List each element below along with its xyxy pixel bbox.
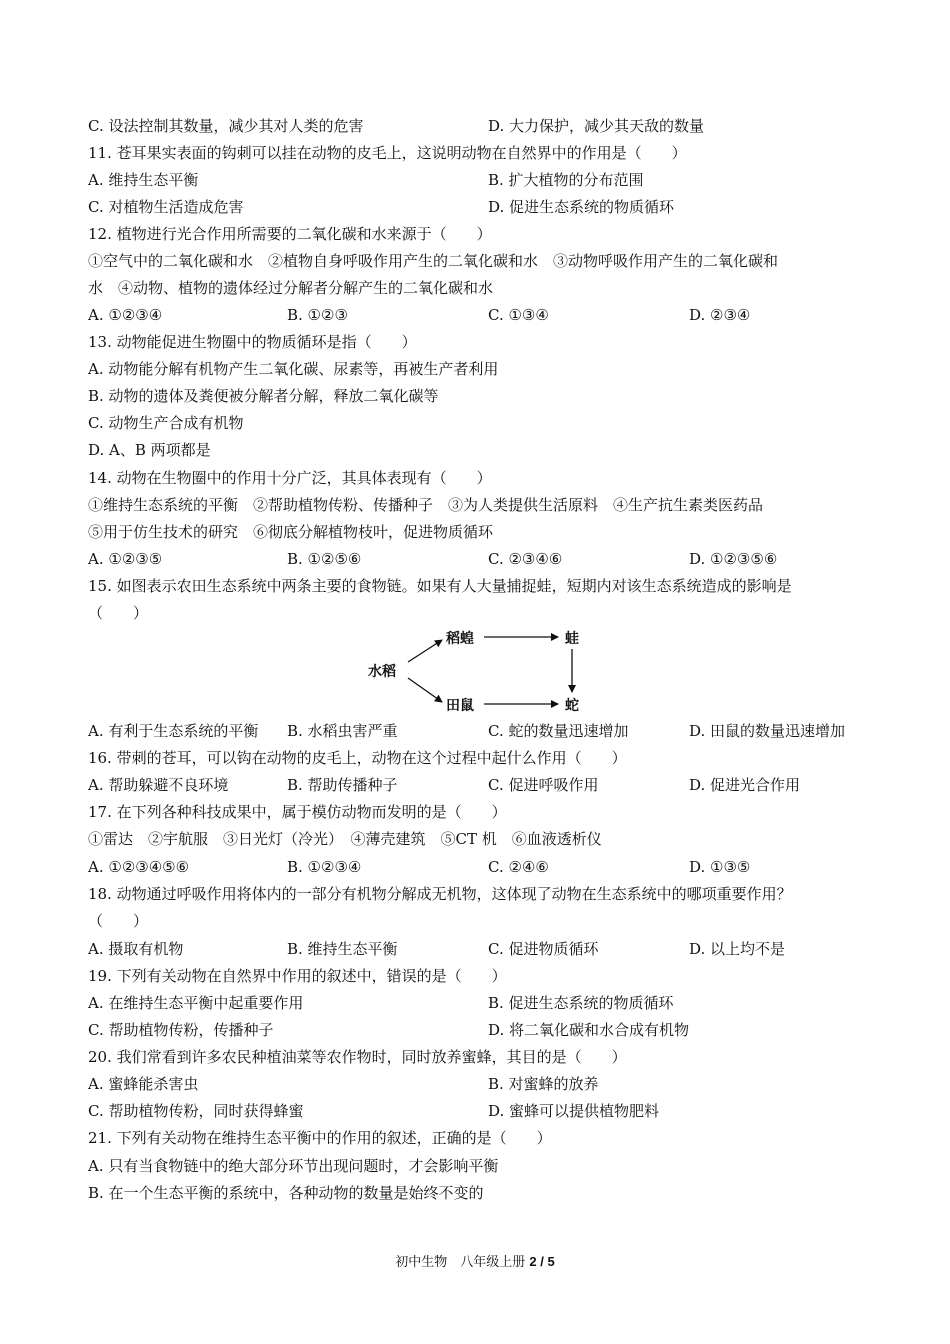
q11-option-c: C. 对植物生活造成危害 xyxy=(88,198,244,216)
q18-option-a: A. 摄取有机物 xyxy=(88,940,184,958)
q21-stem: 21. 下列有关动物在维持生态平衡中的作用的叙述，正确的是（ ） xyxy=(88,1129,552,1147)
q11-option-b: B. 扩大植物的分布范围 xyxy=(488,171,644,189)
q10-option-d: D. 大力保护，减少其天敌的数量 xyxy=(488,117,705,135)
q13-option-b: B. 动物的遗体及粪便被分解者分解，释放二氧化碳等 xyxy=(88,387,439,405)
q20-option-b: B. 对蜜蜂的放养 xyxy=(488,1075,599,1093)
q14-options xyxy=(88,550,878,568)
page-footer xyxy=(0,1251,950,1270)
q15-option-d: D. 田鼠的数量迅速增加 xyxy=(689,722,846,740)
node-snake: 蛇 xyxy=(565,698,579,714)
q12-stem: 12. 植物进行光合作用所需要的二氧化碳和水来源于（ ） xyxy=(88,225,492,243)
q20-options-ab xyxy=(88,1075,878,1093)
q17-statements: ①雷达 ②宇航服 ③日光灯（冷光） ④薄壳建筑 ⑤CT 机 ⑥血液透析仪 xyxy=(88,830,602,848)
q19-option-a: A. 在维持生态平衡中起重要作用 xyxy=(88,994,304,1012)
node-locust: 稻蝗 xyxy=(446,631,474,647)
q11-options-ab xyxy=(88,171,878,189)
node-rice: 水稻 xyxy=(368,664,396,680)
q17-option-a: A. ①②③④⑤⑥ xyxy=(88,858,190,876)
q18-option-b: B. 维持生态平衡 xyxy=(287,940,398,958)
q12-option-c: C. ①③④ xyxy=(488,306,549,324)
q14-option-b: B. ①②⑤⑥ xyxy=(287,550,362,568)
q20-option-a: A. 蜜蜂能杀害虫 xyxy=(88,1075,199,1093)
q11-options-cd xyxy=(88,198,878,216)
node-mouse: 田鼠 xyxy=(446,698,474,714)
q20-options-cd xyxy=(88,1102,878,1120)
q21-option-b: B. 在一个生态平衡的系统中，各种动物的数量是始终不变的 xyxy=(88,1184,484,1202)
q11-stem: 11. 苍耳果实表面的钩刺可以挂在动物的皮毛上，这说明动物在自然界中的作用是（ ） xyxy=(88,144,687,162)
q21-option-a: A. 只有当食物链中的绝大部分环节出现问题时，才会影响平衡 xyxy=(88,1157,499,1175)
q16-option-b: B. 帮助传播种子 xyxy=(287,776,398,794)
q15-option-c: C. 蛇的数量迅速增加 xyxy=(488,722,629,740)
q16-option-a: A. 帮助躲避不良环境 xyxy=(88,776,229,794)
q18-option-d: D. 以上均不是 xyxy=(689,940,786,958)
q13-stem: 13. 动物能促进生物圈中的物质循环是指（ ） xyxy=(88,333,417,351)
q15-option-a: A. 有利于生态系统的平衡 xyxy=(88,722,259,740)
q14-option-c: C. ②③④⑥ xyxy=(488,550,563,568)
q18-stem: 18. 动物通过呼吸作用将体内的一部分有机物分解成无机物，这体现了动物在生态系统中的哪项重要作用？ xyxy=(88,885,792,903)
q18-option-c: C. 促进物质循环 xyxy=(488,940,599,958)
q11-option-d: D. 促进生态系统的物质循环 xyxy=(488,198,675,216)
q19-option-c: C. 帮助植物传粉，传播种子 xyxy=(88,1021,274,1039)
q16-option-d: D. 促进光合作用 xyxy=(689,776,801,794)
q15-options xyxy=(88,722,878,740)
q12-statements-2: 水 ④动物、植物的遗体经过分解者分解产生的二氧化碳和水 xyxy=(88,279,494,297)
q17-option-d: D. ①③⑤ xyxy=(689,858,751,876)
q12-options xyxy=(88,306,878,324)
node-frog: 蛙 xyxy=(565,631,579,647)
q16-options xyxy=(88,776,878,794)
q13-option-c: C. 动物生产合成有机物 xyxy=(88,414,244,432)
q12-option-b: B. ①②③ xyxy=(287,306,348,324)
q12-option-d: D. ②③④ xyxy=(689,306,751,324)
q12-option-a: A. ①②③④ xyxy=(88,306,163,324)
food-chain-diagram xyxy=(360,626,600,722)
q14-stem: 14. 动物在生物圈中的作用十分广泛，其具体表现有（ ） xyxy=(88,469,492,487)
q12-statements-1: ①空气中的二氧化碳和水 ②植物自身呼吸作用产生的二氧化碳和水 ③动物呼吸作用产生的二氧化碳和 xyxy=(88,252,779,270)
q15-option-b: B. 水稻虫害严重 xyxy=(287,722,398,740)
q19-option-b: B. 促进生态系统的物质循环 xyxy=(488,994,674,1012)
q14-option-a: A. ①②③⑤ xyxy=(88,550,163,568)
q19-options-cd xyxy=(88,1021,878,1039)
q14-statements-2: ⑤用于仿生技术的研究 ⑥彻底分解植物枝叶，促进物质循环 xyxy=(88,523,494,541)
q10-options-cd xyxy=(88,117,878,135)
footer-text: 初中生物 八年级上册 xyxy=(395,1255,526,1270)
q14-option-d: D. ①②③⑤⑥ xyxy=(689,550,778,568)
q13-option-a: A. 动物能分解有机物产生二氧化碳、尿素等，再被生产者利用 xyxy=(88,360,499,378)
q17-stem: 17. 在下列各种科技成果中，属于模仿动物而发明的是（ ） xyxy=(88,803,507,821)
q17-options xyxy=(88,858,878,876)
q15-paren: （ ） xyxy=(88,604,149,622)
q18-paren: （ ） xyxy=(88,912,149,930)
q20-stem: 20. 我们常看到许多农民种植油菜等农作物时，同时放养蜜蜂，其目的是（ ） xyxy=(88,1048,627,1066)
arrow-rice-mouse xyxy=(408,678,442,702)
q10-option-c: C. 设法控制其数量，减少其对人类的危害 xyxy=(88,117,364,135)
q19-options-ab xyxy=(88,994,878,1012)
q16-option-c: C. 促进呼吸作用 xyxy=(488,776,599,794)
q14-statements-1: ①维持生态系统的平衡 ②帮助植物传粉、传播种子 ③为人类提供生活原料 ④生产抗生素类医药品 xyxy=(88,496,764,514)
q11-option-a: A. 维持生态平衡 xyxy=(88,171,199,189)
q16-stem: 16. 带刺的苍耳，可以钩在动物的皮毛上，动物在这个过程中起什么作用（ ） xyxy=(88,749,627,767)
q15-stem: 15. 如图表示农田生态系统中两条主要的食物链。如果有人大量捕捉蛙，短期内对该生态系统造成的影响是 xyxy=(88,577,792,595)
q20-option-c: C. 帮助植物传粉，同时获得蜂蜜 xyxy=(88,1102,304,1120)
q17-option-c: C. ②④⑥ xyxy=(488,858,549,876)
q20-option-d: D. 蜜蜂可以提供植物肥料 xyxy=(488,1102,660,1120)
q13-option-d: D. A、B 两项都是 xyxy=(88,441,211,459)
q19-option-d: D. 将二氧化碳和水合成有机物 xyxy=(488,1021,690,1039)
arrow-rice-locust xyxy=(408,640,442,662)
q17-option-b: B. ①②③④ xyxy=(287,858,362,876)
q19-stem: 19. 下列有关动物在自然界中作用的叙述中，错误的是（ ） xyxy=(88,967,507,985)
page-number: 2 / 5 xyxy=(529,1254,555,1269)
q18-options xyxy=(88,940,878,958)
